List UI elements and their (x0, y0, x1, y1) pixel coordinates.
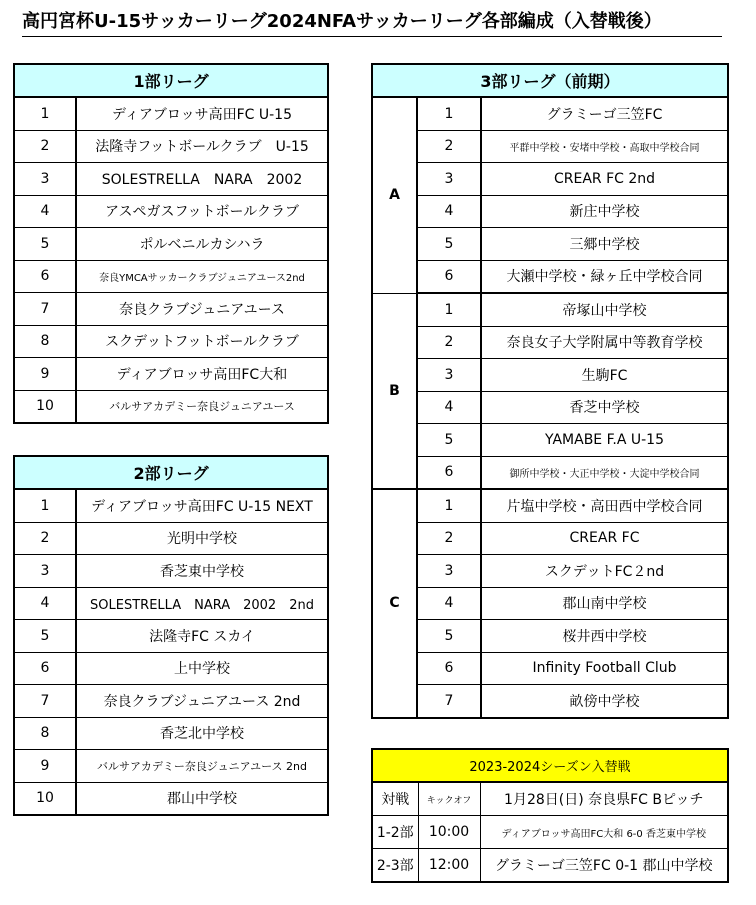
match-label: 1-2部 (372, 816, 418, 849)
table-row (372, 195, 728, 228)
table-row (14, 750, 328, 783)
kickoff-column-label: キックオフ (418, 782, 480, 816)
team-number: 10 (14, 390, 76, 423)
team-number: 7 (14, 685, 76, 718)
kickoff-time: 12:00 (418, 849, 480, 883)
team-number: 1 (14, 489, 76, 522)
table-row (372, 163, 728, 196)
season-playoff-table (371, 748, 729, 883)
team-name: SOLESTRELLA NARA 2002 (76, 163, 328, 196)
team-number: 5 (417, 620, 481, 653)
table-row (372, 816, 728, 849)
team-name: スクデットフットボールクラブ (76, 325, 328, 358)
season-header: 2023-2024シーズン入替戦 (372, 749, 728, 782)
table-row (14, 260, 328, 293)
table-row (14, 325, 328, 358)
group-label-c: C (372, 489, 417, 718)
team-name: スクデットFC２nd (481, 555, 728, 588)
team-name: 奈良クラブジュニアユース (76, 293, 328, 326)
league1-header: 1部リーグ (14, 64, 328, 97)
team-name: 生駒FC (481, 359, 728, 392)
team-number: 6 (417, 652, 481, 685)
table-row (14, 390, 328, 423)
team-number: 5 (417, 424, 481, 457)
table-row (14, 130, 328, 163)
table-row (372, 391, 728, 424)
team-name: CREAR FC 2nd (481, 163, 728, 196)
team-name: 奈良女子大学附属中等教育学校 (481, 326, 728, 359)
team-name: 上中学校 (76, 652, 328, 685)
table-row (14, 782, 328, 815)
table-row (14, 228, 328, 261)
team-name: 郡山中学校 (76, 782, 328, 815)
table-row (372, 652, 728, 685)
team-number: 1 (14, 97, 76, 130)
table-row (372, 326, 728, 359)
table-row (372, 359, 728, 392)
table-row (14, 163, 328, 196)
table-row (14, 97, 328, 130)
team-name: 法隆寺FC スカイ (76, 620, 328, 653)
team-number: 1 (417, 489, 481, 522)
team-name: バルサアカデミー奈良ジュニアユース (76, 390, 328, 423)
kickoff-time: 10:00 (418, 816, 480, 849)
team-name: 郡山南中学校 (481, 587, 728, 620)
league2-header: 2部リーグ (14, 456, 328, 489)
team-number: 4 (417, 195, 481, 228)
match-label: 2-3部 (372, 849, 418, 883)
league3-header: 3部リーグ（前期） (372, 64, 728, 97)
team-number: 4 (417, 391, 481, 424)
team-number: 5 (14, 228, 76, 261)
team-name: ポルベニルカシハラ (76, 228, 328, 261)
team-number: 6 (417, 260, 481, 293)
team-number: 2 (417, 522, 481, 555)
table-row (372, 685, 728, 718)
team-name: CREAR FC (481, 522, 728, 555)
team-name: ディアブロッサ高田FC大和 (76, 358, 328, 391)
team-number: 3 (417, 555, 481, 588)
table-row (372, 587, 728, 620)
team-name: 畝傍中学校 (481, 685, 728, 718)
team-name: 片塩中学校・高田西中学校合同 (481, 489, 728, 522)
team-name: 光明中学校 (76, 522, 328, 555)
team-number: 4 (14, 587, 76, 620)
team-number: 9 (14, 750, 76, 783)
table-row (372, 522, 728, 555)
table-row (14, 522, 328, 555)
team-name: 奈良YMCAサッカークラブジュニアユース2nd (76, 260, 328, 293)
table-row (372, 293, 728, 326)
table-row (14, 358, 328, 391)
match-result: グラミーゴ三笠FC 0-1 郡山中学校 (480, 849, 728, 883)
table-row (372, 849, 728, 883)
team-number: 3 (14, 555, 76, 588)
team-number: 7 (417, 685, 481, 718)
team-name: SOLESTRELLA NARA 2002 2nd (76, 587, 328, 620)
team-number: 8 (14, 325, 76, 358)
team-number: 6 (14, 260, 76, 293)
team-name: 帝塚山中学校 (481, 293, 728, 326)
team-number: 2 (14, 522, 76, 555)
team-number: 3 (417, 359, 481, 392)
team-number: 10 (14, 782, 76, 815)
team-name: グラミーゴ三笠FC (481, 97, 728, 130)
page-title: 高円宮杯U-15サッカーリーグ2024NFAサッカーリーグ各部編成（入替戦後） (22, 10, 722, 37)
table-row (372, 97, 728, 130)
table-row (372, 456, 728, 489)
table-row (14, 717, 328, 750)
table-row (372, 424, 728, 457)
team-name: 新庄中学校 (481, 195, 728, 228)
league1-table (13, 63, 329, 424)
table-row (14, 293, 328, 326)
venue-info: 1月28日(日) 奈良県FC Bピッチ (480, 782, 728, 816)
team-name: バルサアカデミー奈良ジュニアユース 2nd (76, 750, 328, 783)
team-number: 1 (417, 97, 481, 130)
league3-table (371, 63, 729, 719)
team-name: 大瀬中学校・緑ヶ丘中学校合同 (481, 260, 728, 293)
match-column-label: 対戦 (372, 782, 418, 816)
team-name: 法隆寺フットボールクラブ U-15 (76, 130, 328, 163)
team-name: 平群中学校・安堵中学校・高取中学校合同 (481, 130, 728, 163)
table-row (372, 130, 728, 163)
team-number: 4 (14, 195, 76, 228)
team-number: 2 (417, 326, 481, 359)
team-name: 香芝東中学校 (76, 555, 328, 588)
team-name: Infinity Football Club (481, 652, 728, 685)
team-name: ディアブロッサ高田FC U-15 (76, 97, 328, 130)
team-name: 香芝北中学校 (76, 717, 328, 750)
table-row (14, 489, 328, 522)
team-name: 三郷中学校 (481, 228, 728, 261)
team-number: 6 (14, 652, 76, 685)
group-label-a: A (372, 97, 417, 293)
table-row (372, 782, 728, 816)
table-row (372, 489, 728, 522)
team-number: 5 (417, 228, 481, 261)
team-name: ディアブロッサ高田FC U-15 NEXT (76, 489, 328, 522)
table-row (14, 652, 328, 685)
team-number: 1 (417, 293, 481, 326)
team-name: 桜井西中学校 (481, 620, 728, 653)
team-number: 2 (417, 130, 481, 163)
table-row (14, 620, 328, 653)
table-row (14, 685, 328, 718)
team-number: 8 (14, 717, 76, 750)
table-row (372, 555, 728, 588)
team-name: 奈良クラブジュニアユース 2nd (76, 685, 328, 718)
team-number: 5 (14, 620, 76, 653)
team-number: 4 (417, 587, 481, 620)
table-row (372, 228, 728, 261)
team-name: YAMABE F.A U-15 (481, 424, 728, 457)
team-number: 6 (417, 456, 481, 489)
team-name: 香芝中学校 (481, 391, 728, 424)
match-result: ディアブロッサ高田FC大和 6-0 香芝東中学校 (480, 816, 728, 849)
team-number: 2 (14, 130, 76, 163)
team-number: 9 (14, 358, 76, 391)
team-number: 7 (14, 293, 76, 326)
table-row (14, 587, 328, 620)
group-label-b: B (372, 293, 417, 489)
team-number: 3 (14, 163, 76, 196)
team-number: 3 (417, 163, 481, 196)
table-row (14, 195, 328, 228)
table-row (372, 260, 728, 293)
team-name: アスペガスフットボールクラブ (76, 195, 328, 228)
table-row (14, 555, 328, 588)
league2-table (13, 455, 329, 816)
team-name: 御所中学校・大正中学校・大淀中学校合同 (481, 456, 728, 489)
table-row (372, 620, 728, 653)
